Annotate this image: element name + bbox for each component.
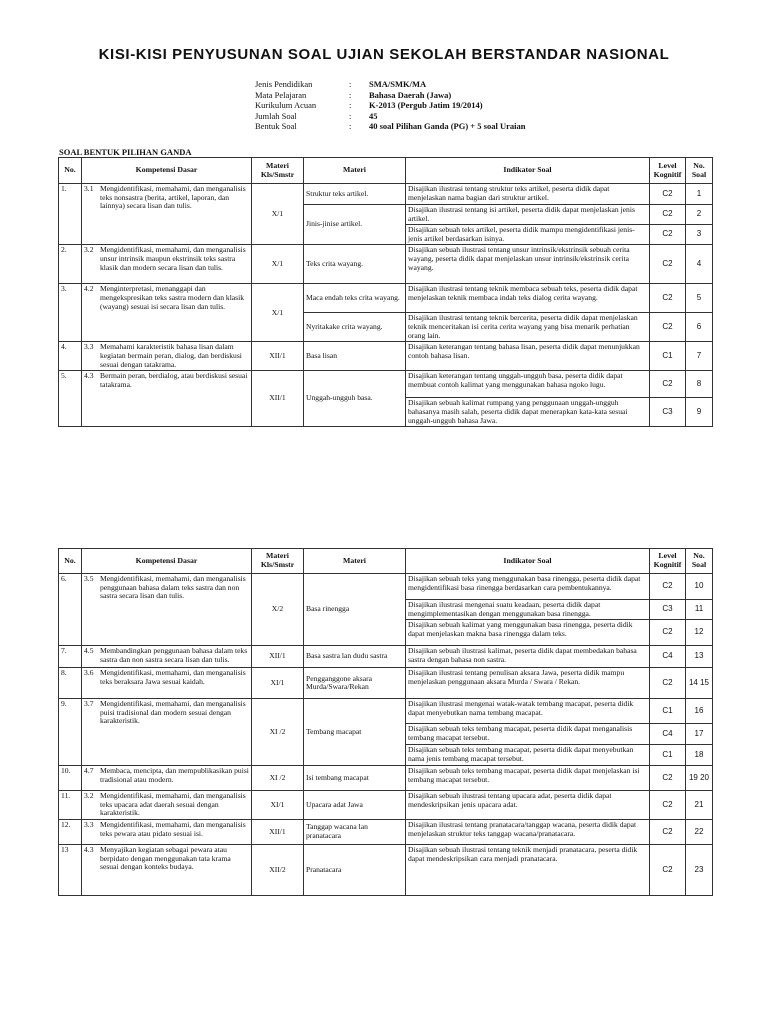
table-row [59, 646, 713, 668]
kd-number: 3.7 [84, 699, 94, 709]
info-row [255, 100, 525, 111]
cell-kls-smstr: XII/1 [252, 371, 304, 427]
info-colon: : [349, 110, 352, 121]
kd-text: Bermain peran, berdialog, atau berdiskusi sesuai tatakrama. [100, 371, 248, 389]
cell-indikator: Disajikan ilustrasi tentang struktur teks artikel, peserta didik dapat menjelaskan nama bagian dari struktur artikel. [406, 184, 650, 205]
cell-no: 7. [59, 646, 82, 668]
cell-kompetensi-dasar [82, 342, 252, 371]
cell-kls-smstr: X/2 [252, 574, 304, 646]
kd-number: 4.5 [84, 646, 94, 656]
kd-wrap [84, 767, 249, 784]
cell-no: 12. [59, 819, 82, 844]
kd-text: Mengidentifikasi, memahami, dan menganalisis teks upacara adat daerah sesuai dengan karakteristik. [100, 791, 246, 818]
cell-level: C2 [650, 766, 686, 791]
cell-level: C2 [650, 184, 686, 205]
cell-materi: Struktur teks artikel. [304, 184, 406, 205]
cell-indikator: Disajikan sebuah ilustrasi tentang teknik menjadi pranatacara, peserta didik dapat mendeskripsikan cara menjadi pranatacara. [406, 844, 650, 895]
header-kls-smstr: Materi Kls/Smstr [252, 549, 304, 574]
cell-no-soal: 19 20 [686, 766, 713, 791]
cell-kompetensi-dasar [82, 184, 252, 245]
table-row [59, 574, 713, 600]
cell-level: C2 [650, 245, 686, 284]
cell-level: C2 [650, 225, 686, 245]
kd-wrap [84, 647, 249, 664]
cell-level: C1 [650, 745, 686, 766]
cell-indikator: Disajikan ilustrasi tentang teknik bercerita, peserta didik dapat menjelaskan teknik menceritakan isi cerita cerita wayang yang bisa menarik perhatian orang lain. [406, 313, 650, 342]
cell-no: 2. [59, 245, 82, 284]
cell-indikator: Disajikan sebuah teks tembang macapat, peserta didik dapat menganalisis tembang macapat tersebut. [406, 724, 650, 745]
table-row [59, 184, 713, 205]
cell-no: 10. [59, 766, 82, 791]
cell-indikator: Disajikan sebuah ilustrasi tentang upacara adat, peserta didik dapat mendeskripsikan jenis upacara adat. [406, 791, 650, 820]
cell-materi: Basa lisan [304, 342, 406, 371]
info-row [255, 121, 525, 132]
cell-indikator: Disajikan sebuah teks yang menggunakan basa rinengga, peserta didik dapat mengidentifikasi basa rinengga berdasarkan cara pembentukannya. [406, 574, 650, 600]
header-kls-smstr: Materi Kls/Smstr [252, 158, 304, 184]
cell-indikator: Disajikan sebuah kalimat rumpang yang penggunaan unggah-ungguh bahasanya masih salah, peserta didik dapat menerapkan kata-kata sesuai unggah-ungguh bahasa Jawa. [406, 398, 650, 427]
cell-kls-smstr: XII/2 [252, 844, 304, 895]
cell-level: C3 [650, 600, 686, 620]
info-label: Kurikulum Acuan [255, 100, 317, 111]
cell-kompetensi-dasar [82, 819, 252, 844]
cell-no-soal: 22 [686, 819, 713, 844]
info-value: K-2013 (Pergub Jatim 19/2014) [369, 100, 483, 111]
cell-level: C2 [650, 371, 686, 398]
header-indikator: Indikator Soal [406, 549, 650, 574]
kd-wrap [84, 846, 249, 872]
table-body-2 [59, 574, 713, 896]
cell-no-soal: 21 [686, 791, 713, 820]
kd-text: Membandingkan penggunaan bahasa dalam teks sastra dan non sastra secara lisan dan tulis. [100, 646, 248, 664]
header-no: No. [59, 549, 82, 574]
cell-materi: Jinis-jinise artikel. [304, 205, 406, 245]
kd-number: 4.7 [84, 766, 94, 776]
kd-number: 3.2 [84, 791, 94, 801]
cell-indikator: Disajikan ilustrasi tentang isi artikel, peserta didik dapat menjelaskan jenis artikel. [406, 205, 650, 225]
cell-kompetensi-dasar [82, 668, 252, 699]
page-title: KISI-KISI PENYUSUNAN SOAL UJIAN SEKOLAH BERSTANDAR NASIONAL [98, 46, 670, 63]
cell-no: 1. [59, 184, 82, 245]
cell-kls-smstr: XII/1 [252, 342, 304, 371]
kisi-kisi-table-2 [58, 548, 713, 896]
table-header-row [59, 549, 713, 574]
info-colon: : [349, 121, 352, 132]
kd-wrap [84, 821, 249, 838]
info-value: SMA/SMK/MA [369, 79, 427, 89]
cell-no-soal: 12 [686, 620, 713, 646]
info-label: Jumlah Soal [255, 110, 297, 121]
kd-wrap [84, 792, 249, 818]
cell-indikator: Disajikan ilustrasi tentang teknik membaca sebuah teks, peserta didik dapat menjelaskan teknik membaca indah teks dialog cerita wayang. [406, 284, 650, 313]
table-row [59, 371, 713, 398]
kd-text: Menyajikan kegiatan sebagai pewara atau berpidato dengan menggunakan tata krama sesuai dengan konteks budaya. [100, 844, 231, 872]
cell-indikator: Disajikan ilustrasi mengenai watak-watak tembang macapat, peserta didik dapat menyebutkan nama tembang macapat. [406, 699, 650, 724]
kd-number: 4.2 [84, 284, 94, 294]
cell-kompetensi-dasar [82, 791, 252, 820]
cell-kompetensi-dasar [82, 574, 252, 646]
cell-level: C2 [650, 819, 686, 844]
kd-text: Memahami karakteristik bahasa lisan dalam kegiatan bermain peran, dialog, dan berdiskusi sesuai dengan tatakrama. [100, 342, 242, 369]
cell-no-soal: 18 [686, 745, 713, 766]
info-row [255, 79, 525, 90]
info-label: Jenis Pendidikan [255, 79, 313, 89]
kd-text: Mengidentifikasi, memahami, dan menganalisis puisi tradisional dan modern sesuai dengan karakteristik. [100, 699, 246, 726]
info-label: Mata Pelajaran [255, 89, 307, 100]
cell-materi: Pranatacara [304, 844, 406, 895]
table-row [59, 819, 713, 844]
section-title: SOAL BENTUK PILIHAN GANDA [59, 147, 192, 157]
table-row [59, 791, 713, 820]
cell-indikator: Disajikan keterangan tentang unggah-ungguh basa, peserta didik dapat membuat contoh kalimat yang menggunakan bahasa ngoko lugu. [406, 371, 650, 398]
cell-no: 13 [59, 844, 82, 895]
cell-no-soal: 14 15 [686, 668, 713, 699]
cell-kls-smstr: XI /2 [252, 699, 304, 766]
table-body-1 [59, 184, 713, 427]
info-row [255, 90, 525, 101]
table-row [59, 844, 713, 895]
header-indikator: Indikator Soal [406, 158, 650, 184]
kd-wrap [84, 669, 249, 686]
info-row [255, 111, 525, 122]
header-level: Level Kognitif [650, 158, 686, 184]
cell-no-soal: 2 [686, 205, 713, 225]
kd-wrap [84, 700, 249, 726]
kisi-kisi-table-1 [58, 157, 713, 427]
cell-level: C3 [650, 398, 686, 427]
cell-kls-smstr: XI/1 [252, 668, 304, 699]
cell-no-soal: 1 [686, 184, 713, 205]
cell-indikator: Disajikan ilustrasi tentang penulisan aksara Jawa, peserta didik mampu menjelaskan penggunaan aksara Murda / Swara / Rekan. [406, 668, 650, 699]
info-value: 45 [369, 110, 378, 121]
cell-kompetensi-dasar [82, 766, 252, 791]
kd-number: 3.1 [84, 184, 94, 193]
cell-indikator: Disajikan ilustrasi mengenai suatu keadaan, peserta didik dapat mengimplementasikan dengan menggunakan basa rinengga. [406, 600, 650, 620]
cell-no-soal: 9 [686, 398, 713, 427]
info-colon: : [349, 79, 352, 89]
kd-text: Mengidentifikasi, memahami, dan menganalisis penggunaan bahasa dalam teks sastra dan non sastra secara lisan dan tulis. [100, 574, 246, 601]
kd-wrap [84, 285, 249, 311]
cell-kls-smstr: X/1 [252, 284, 304, 342]
cell-no-soal: 3 [686, 225, 713, 245]
info-colon: : [349, 100, 352, 111]
document-info [255, 79, 525, 132]
header-kompetensi-dasar: Kompetensi Dasar [82, 158, 252, 184]
cell-level: C2 [650, 791, 686, 820]
cell-indikator: Disajikan sebuah ilustrasi tentang unsur intrinsik/ekstrinsik sebuah cerita wayang, peserta didik dapat menjelaskan unsur intrinsik/ekstrinsik cerita wayang. [406, 245, 650, 284]
cell-level: C2 [650, 668, 686, 699]
cell-indikator: Disajikan ilustrasi tentang pranatacara/tanggap wacana, peserta didik dapat menjelaskan struktur teks tanggap wacana/pranatacara. [406, 819, 650, 844]
kd-text: Mengidentifikasi, memahami, dan menganalisis teks nonsastra (berita, artikel, laporan, dan lainnya) secara lisan dan tulis. [100, 184, 246, 211]
kd-number: 3.6 [84, 668, 94, 678]
cell-kls-smstr: X/1 [252, 245, 304, 284]
cell-kompetensi-dasar [82, 699, 252, 766]
cell-kls-smstr: XII/1 [252, 819, 304, 844]
kd-number: 3.3 [84, 819, 94, 829]
kd-number: 3.2 [84, 245, 94, 255]
cell-no-soal: 4 [686, 245, 713, 284]
info-colon: : [349, 89, 352, 100]
cell-kompetensi-dasar [82, 844, 252, 895]
cell-no: 8. [59, 668, 82, 699]
cell-level: C2 [650, 844, 686, 895]
cell-kls-smstr: XII/1 [252, 646, 304, 668]
cell-no-soal: 7 [686, 342, 713, 371]
kd-wrap [84, 246, 249, 272]
table-row [59, 668, 713, 699]
kd-wrap [84, 372, 249, 389]
header-no-soal: No. Soal [686, 549, 713, 574]
table-header-row [59, 158, 713, 184]
cell-materi: Unggah-ungguh basa. [304, 371, 406, 427]
cell-no-soal: 5 [686, 284, 713, 313]
cell-materi: Basa sastra lan dudu sastra [304, 646, 406, 668]
info-label: Bentuk Soal [255, 121, 297, 132]
cell-no: 4. [59, 342, 82, 371]
cell-no: 3. [59, 284, 82, 342]
kd-text: Mengidentifikasi, memahami, dan menganalisis teks beraksara Jawa sesuai kaidah. [100, 668, 246, 686]
cell-materi: Tanggap wacana lan pranatacara [304, 819, 406, 844]
cell-no-soal: 10 [686, 574, 713, 600]
cell-kls-smstr: XI /2 [252, 766, 304, 791]
cell-no-soal: 23 [686, 844, 713, 895]
kd-number: 4.3 [84, 371, 94, 381]
cell-materi: Teks crita wayang. [304, 245, 406, 284]
header-no: No. [59, 158, 82, 184]
cell-indikator: Disajikan sebuah ilustrasi kalimat, peserta didik dapat membedakan bahasa sastra dengan bahasa non sastra. [406, 646, 650, 668]
info-value: 40 soal Pilihan Ganda (PG) + 5 soal Uraian [369, 121, 526, 132]
kd-wrap [84, 185, 249, 211]
kd-number: 3.3 [84, 342, 94, 352]
kd-text: Membaca, mencipta, dan mempublikasikan puisi tradisional atau modern. [100, 766, 249, 784]
kd-text: Menginterpretasi, menanggapi dan mengekspresikan teks sastra modern dan klasik (wayang) sesuai isi secara lisan dan tulis. [100, 284, 245, 311]
cell-materi: Basa rinengga [304, 574, 406, 646]
cell-level: C4 [650, 724, 686, 745]
cell-no-soal: 11 [686, 600, 713, 620]
cell-kompetensi-dasar [82, 646, 252, 668]
cell-kompetensi-dasar [82, 245, 252, 284]
kd-number: 3.5 [84, 574, 94, 583]
cell-no: 5. [59, 371, 82, 427]
kd-wrap [84, 575, 249, 601]
header-level: Level Kognitif [650, 549, 686, 574]
header-materi: Materi [304, 549, 406, 574]
cell-no-soal: 6 [686, 313, 713, 342]
cell-level: C2 [650, 205, 686, 225]
cell-no-soal: 16 [686, 699, 713, 724]
cell-level: C2 [650, 620, 686, 646]
cell-materi: Pengganggone aksara Murda/Swara/Rekan [304, 668, 406, 699]
cell-no: 6. [59, 574, 82, 646]
kd-text: Mengidentifikasi, memahami, dan menganalisis unsur intrinsik maupun ekstrinsik teks sastra klasik dan modern secara lisan dan tulis. [100, 245, 246, 272]
cell-no-soal: 17 [686, 724, 713, 745]
cell-materi: Upacara adat Jawa [304, 791, 406, 820]
table-row [59, 284, 713, 313]
cell-materi: Nyritakake crita wayang. [304, 313, 406, 342]
info-value: Bahasa Daerah (Jawa) [369, 89, 452, 100]
cell-no-soal: 8 [686, 371, 713, 398]
cell-no: 9. [59, 699, 82, 766]
cell-no-soal: 13 [686, 646, 713, 668]
table-row [59, 766, 713, 791]
cell-kompetensi-dasar [82, 371, 252, 427]
cell-level: C2 [650, 574, 686, 600]
cell-indikator: Disajikan keterangan tentang bahasa lisan, peserta didik dapat menunjukkan contoh bahasa lisan. [406, 342, 650, 371]
cell-level: C1 [650, 699, 686, 724]
cell-level: C4 [650, 646, 686, 668]
cell-materi: Maca endah teks crita wayang. [304, 284, 406, 313]
header-materi: Materi [304, 158, 406, 184]
cell-indikator: Disajikan sebuah teks artikel, peserta didik mampu mengidentifikasi jenis-jenis artikel berdasarkan isinya. [406, 225, 650, 245]
cell-materi: Tembang macapat [304, 699, 406, 766]
cell-level: C2 [650, 313, 686, 342]
cell-no: 11. [59, 791, 82, 820]
cell-level: C1 [650, 342, 686, 371]
cell-kls-smstr: X/1 [252, 184, 304, 245]
cell-indikator: Disajikan sebuah teks tembang macapat, peserta didik dapat menyebutkan nama jenis tembang macapat tersebut. [406, 745, 650, 766]
header-kompetensi-dasar: Kompetensi Dasar [82, 549, 252, 574]
kd-text: Mengidentifikasi, memahami, dan menganalisis teks pewara atau pidato sesuai isi. [100, 819, 246, 838]
cell-materi: Isi tembang macapat [304, 766, 406, 791]
table-row [59, 699, 713, 724]
cell-indikator: Disajikan sebuah teks tembang macapat, peserta didik dapat menjelaskan isi tembang macapat tersebut. [406, 766, 650, 791]
table-row [59, 342, 713, 371]
kd-wrap [84, 343, 249, 369]
cell-level: C2 [650, 284, 686, 313]
cell-kls-smstr: XI/1 [252, 791, 304, 820]
cell-kompetensi-dasar [82, 284, 252, 342]
header-no-soal: No. Soal [686, 158, 713, 184]
kd-number: 4.3 [84, 844, 94, 854]
table-row [59, 245, 713, 284]
cell-indikator: Disajikan sebuah kalimat yang menggunakan basa rinengga, peserta didik dapat menjelaskan makna basa rinengga dalam teks. [406, 620, 650, 646]
